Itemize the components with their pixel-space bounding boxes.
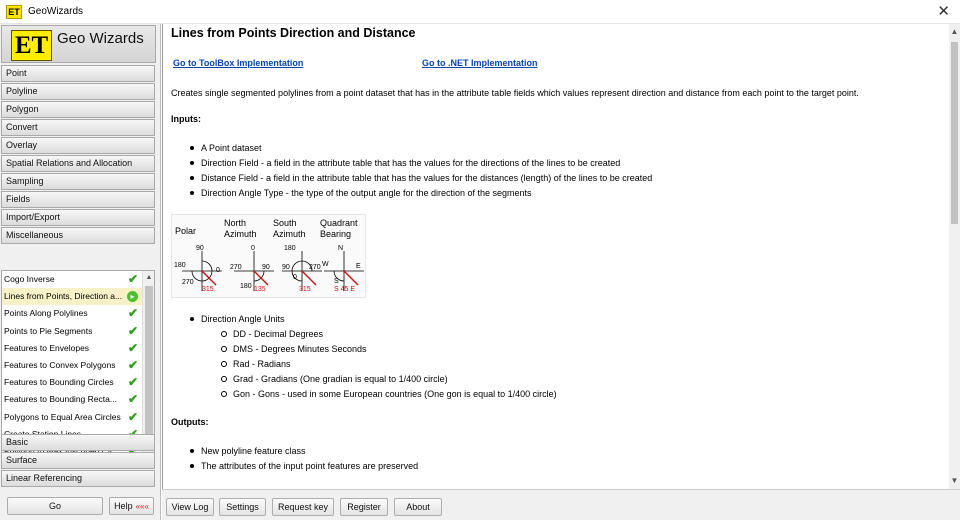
register-button[interactable]: Register [340,498,388,516]
tool-item[interactable] [2,340,142,357]
go-button[interactable]: Go [7,497,103,515]
close-icon[interactable]: ✕ [937,3,950,20]
list-subitem: Grad - Gradians (One gradian is equal to 1/400 circle) [171,372,557,387]
request-key-button[interactable]: Request key [272,498,334,516]
tool-label: Points Along Polylines [4,308,88,319]
list-subitem: Rad - Radians [171,357,557,372]
logo [1,25,156,63]
south-value: 315 [299,286,311,293]
quadrant-label-n: N [338,245,344,252]
tool-item[interactable] [2,374,142,391]
outputs-list [171,444,418,474]
run-icon: ▸ [127,291,138,302]
south-label-left: 90 [282,264,290,271]
tool-item[interactable] [2,271,142,288]
quadrant-label-e: E [356,263,361,270]
tool-label: Features to Bounding Circles [4,377,114,388]
list-item: Distance Field - a field in the attribute table that has the values for the distances (length) of the lines to be created [171,171,652,186]
list-subitem: DD - Decimal Degrees [171,327,557,342]
list-item: Direction Field - a field in the attribute table that has the values for the directions of the lines to be created [171,156,652,171]
quadrant-value: S 45 E [334,286,356,293]
help-button[interactable] [109,497,154,515]
polar-label-left: 180 [174,262,186,269]
outputs-heading: Outputs: [171,417,209,427]
polar-label-right: 0 [216,267,220,274]
category-overlay[interactable]: Overlay [1,137,155,154]
north-label-left: 270 [230,264,242,271]
bottom-toolbar [162,489,960,520]
south-label-right: 270 [309,264,321,271]
description: Creates single segmented polylines from a point dataset that has in the attribute table fields which values represent direction and distance from each point to the target point. [171,88,859,98]
help-content [162,24,949,489]
tool-list-scrollbar[interactable] [142,271,154,456]
north-label-top: 0 [251,245,255,252]
settings-button[interactable]: Settings [219,498,266,516]
category-polyline[interactable]: Polyline [1,83,155,100]
check-icon: ✔ [127,306,138,321]
double-arrow-left-icon: ««« [135,502,149,511]
category-basic[interactable]: Basic [1,434,155,451]
category-sampling[interactable]: Sampling [1,173,155,190]
tool-label: Lines from Points, Direction a... [4,291,123,302]
angle-types-figure [171,214,366,298]
list-item: A Point dataset [171,141,652,156]
category-convert[interactable]: Convert [1,119,155,136]
check-icon: ✔ [127,340,138,355]
category-spatial-relations[interactable]: Spatial Relations and Allocation [1,155,155,172]
polar-label: Polar [175,226,197,236]
quadrant-label-w: W [322,261,329,268]
content-scrollbar[interactable] [949,24,960,489]
help-label: Help [114,501,133,511]
north-value: 135 [254,286,266,293]
units-list [171,312,557,402]
list-item: Direction Angle Type - the type of the output angle for the direction of the segments [171,186,652,201]
category-point[interactable]: Point [1,65,155,82]
polar-label-top: 90 [196,245,204,252]
tool-item[interactable] [2,357,142,374]
toolbox-link[interactable]: Go to ToolBox Implementation [173,58,304,68]
category-surface[interactable]: Surface [1,452,155,469]
tool-item[interactable] [2,391,142,408]
sidebar [0,24,161,520]
window-title: GeoWizards [28,6,84,17]
check-icon: ✔ [127,357,138,372]
tool-item-selected[interactable] [2,288,142,305]
south-label-bottom: 0 [293,274,297,281]
scroll-thumb[interactable] [145,286,153,441]
list-subitem: DMS - Degrees Minutes Seconds [171,342,557,357]
list-item: New polyline feature class [171,444,418,459]
list-item: Direction Angle Units [171,312,557,327]
polar-value: 315 [202,286,214,293]
net-link[interactable]: Go to .NET Implementation [422,58,538,68]
category-import-export[interactable]: Import/Export [1,209,155,226]
inputs-heading: Inputs: [171,114,201,124]
quadrant-label-s: S [334,278,339,285]
category-fields[interactable]: Fields [1,191,155,208]
tool-label: Polygons to Equal Area Circles [4,411,121,422]
check-icon: ✔ [127,392,138,407]
tool-item[interactable] [2,305,142,322]
category-polygon[interactable]: Polygon [1,101,155,118]
list-subitem: Gon - Gons - used in some European countries (One gon is equal to 1/400 circle) [171,387,557,402]
check-icon: ✔ [127,409,138,424]
tool-label: Features to Bounding Recta... [4,394,117,405]
polar-label-bottom: 270 [182,279,194,286]
check-icon: ✔ [127,272,138,286]
about-button[interactable]: About [394,498,442,516]
north-label-right: 90 [262,264,270,271]
north-azimuth-label: North Azimuth [224,218,257,239]
list-item: The attributes of the input point features are preserved [171,459,418,474]
category-miscellaneous[interactable]: Miscellaneous [1,227,155,244]
tool-label: Cogo Inverse [4,274,55,284]
tool-label: Features to Convex Polygons [4,359,116,370]
north-label-bottom: 180 [240,283,252,290]
logo-badge: ET [11,30,52,61]
tool-item[interactable] [2,323,142,340]
title-bar [0,0,960,24]
app-icon: ET [6,5,22,19]
check-icon: ✔ [127,375,138,390]
tool-label: Points to Pie Segments [4,325,93,336]
tool-label: Features to Envelopes [4,342,90,353]
quadrant-bearing-label: Quadrant Bearing [320,218,358,239]
scroll-up-icon[interactable]: ▲ [950,27,959,36]
category-linear-referencing[interactable]: Linear Referencing [1,470,155,487]
scroll-down-icon[interactable]: ▼ [950,476,959,485]
tool-list [1,270,155,457]
inputs-list [171,141,652,201]
page-title: Lines from Points Direction and Distance [171,26,416,40]
view-log-button[interactable]: View Log [166,498,214,516]
south-azimuth-label: South Azimuth [273,218,306,239]
scroll-thumb[interactable] [951,42,958,224]
south-label-top: 180 [284,245,296,252]
check-icon: ✔ [127,323,138,338]
tool-item[interactable] [2,409,142,426]
scroll-up-icon[interactable]: ▲ [145,274,153,281]
logo-text: Geo Wizards [57,30,144,47]
